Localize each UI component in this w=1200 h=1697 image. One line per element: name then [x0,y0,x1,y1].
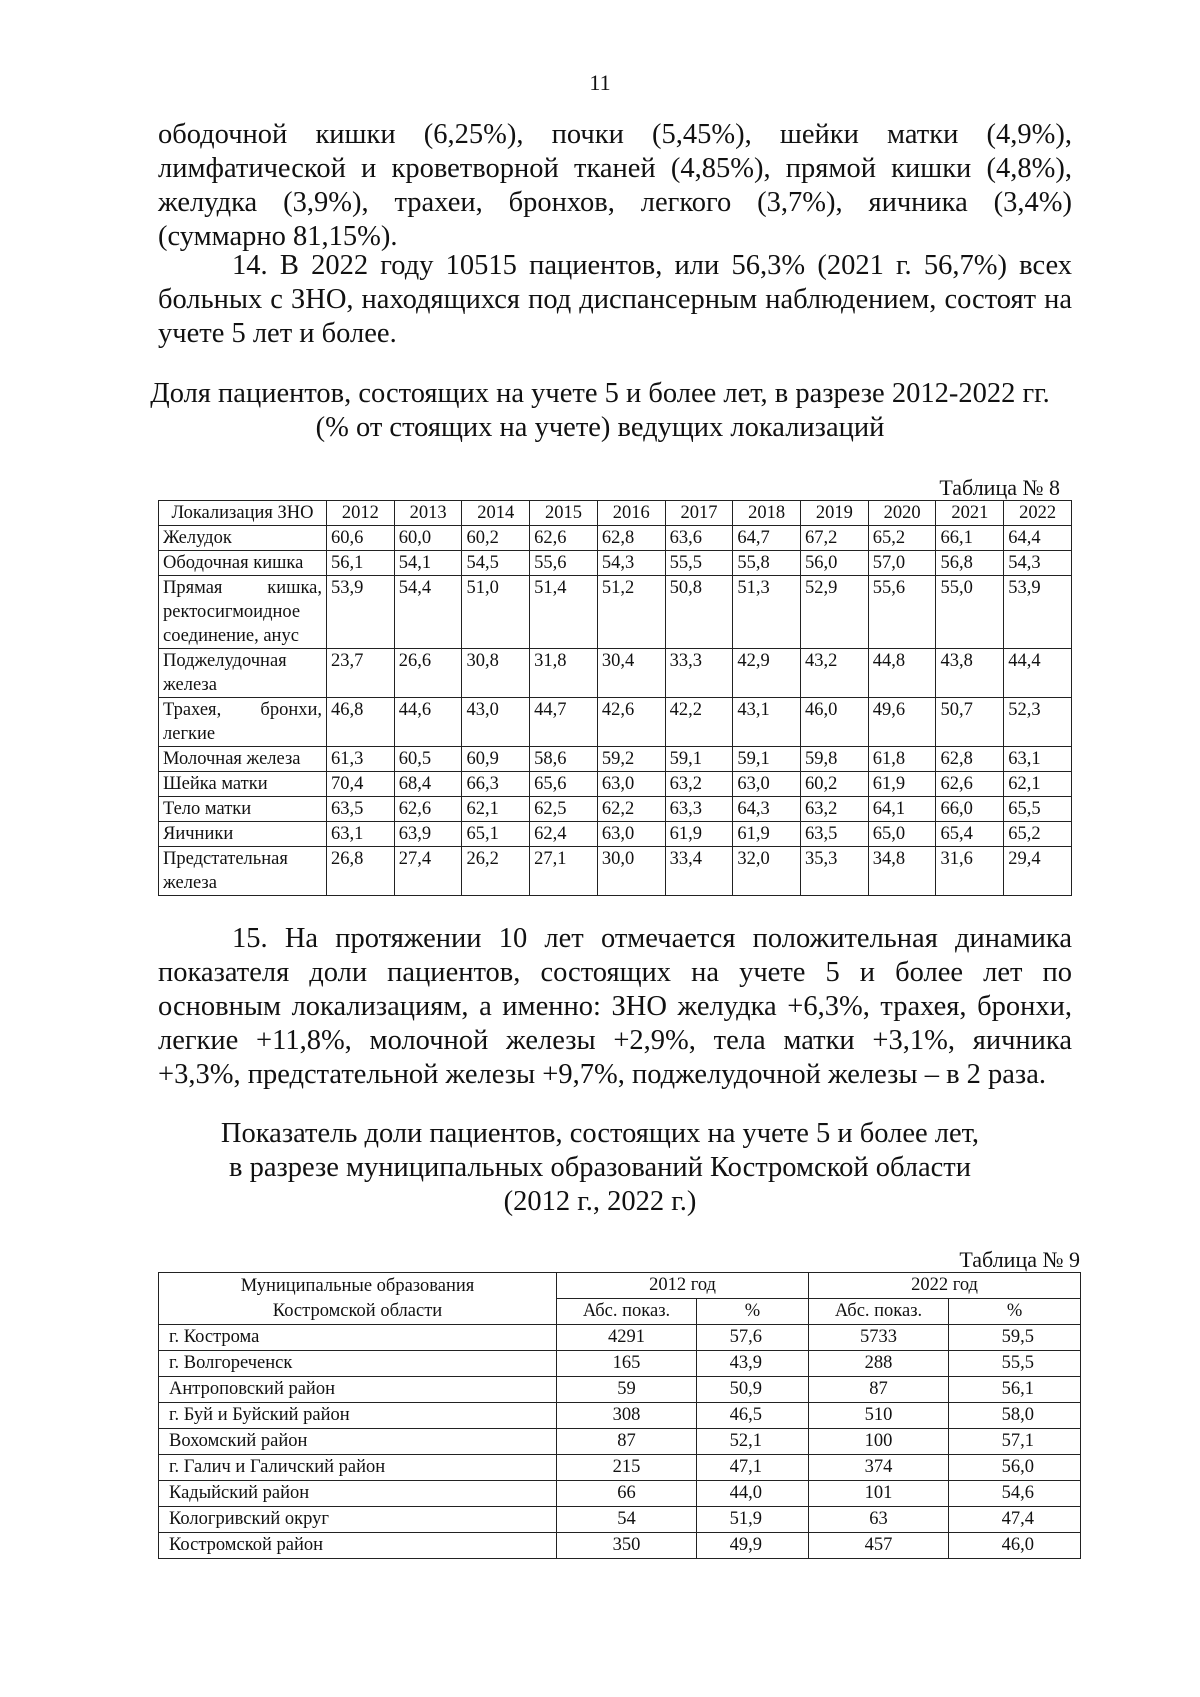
value-cell: 54,3 [597,551,665,576]
pct-2022-cell: 55,5 [949,1351,1081,1377]
value-cell: 42,9 [733,649,801,698]
value-cell: 43,2 [801,649,869,698]
pct-2012-cell: 57,6 [697,1325,809,1351]
table-row [159,847,1072,896]
municipality-cell: г. Буй и Буйский район [159,1403,557,1429]
pct-2022-cell: 56,0 [949,1455,1081,1481]
value-cell: 66,1 [936,526,1004,551]
value-cell: 56,8 [936,551,1004,576]
table-header-row [159,501,1072,526]
pct-2022-cell: 58,0 [949,1403,1081,1429]
municipality-cell: Костромской район [159,1533,557,1559]
pct-2022-cell: 47,4 [949,1507,1081,1533]
municipality-cell: Вохомский район [159,1429,557,1455]
value-cell: 66,0 [936,797,1004,822]
value-cell: 62,8 [936,747,1004,772]
localization-cell: Яичники [159,822,327,847]
value-cell: 63,9 [394,822,462,847]
value-cell: 63,0 [597,822,665,847]
value-cell: 67,2 [801,526,869,551]
localization-cell: Прямая кишка, ректосигмоидное соединение, анус [159,576,327,649]
value-cell: 44,7 [530,698,598,747]
value-cell: 61,8 [868,747,936,772]
value-cell: 62,1 [462,797,530,822]
value-cell: 32,0 [733,847,801,896]
value-cell: 55,8 [733,551,801,576]
value-cell: 56,1 [327,551,395,576]
value-cell: 43,8 [936,649,1004,698]
value-cell: 27,1 [530,847,598,896]
value-cell: 53,9 [1004,576,1072,649]
value-cell: 51,3 [733,576,801,649]
subheader-pct-2022: % [949,1299,1081,1325]
municipality-cell: Антроповский район [159,1377,557,1403]
value-cell: 62,6 [394,797,462,822]
abs-2012-cell: 66 [557,1481,697,1507]
localization-cell: Трахея, бронхи, легкие [159,698,327,747]
table-row [159,1429,1081,1455]
abs-2022-cell: 510 [809,1403,949,1429]
header-year: 2019 [801,501,869,526]
table-row [159,1325,1081,1351]
abs-2012-cell: 4291 [557,1325,697,1351]
header-municipality-line2: Костромской области [272,1300,443,1321]
value-cell: 55,5 [665,551,733,576]
value-cell: 30,4 [597,649,665,698]
pct-2022-cell: 54,6 [949,1481,1081,1507]
value-cell: 63,5 [327,797,395,822]
value-cell: 63,0 [733,772,801,797]
value-cell: 46,8 [327,698,395,747]
value-cell: 55,6 [530,551,598,576]
value-cell: 59,1 [665,747,733,772]
value-cell: 54,4 [394,576,462,649]
table-row [159,1507,1081,1533]
value-cell: 50,8 [665,576,733,649]
value-cell: 63,6 [665,526,733,551]
value-cell: 57,0 [868,551,936,576]
localization-cell: Поджелудочная железа [159,649,327,698]
municipality-cell: г. Кострома [159,1325,557,1351]
caption-line: в разрезе муниципальных образований Костромской области [228,1152,971,1183]
value-cell: 65,5 [1004,797,1072,822]
abs-2012-cell: 165 [557,1351,697,1377]
value-cell: 44,8 [868,649,936,698]
header-year: 2022 [1004,501,1072,526]
table-8-caption [130,377,1070,445]
header-municipality-line1: Муниципальные образования [240,1275,475,1296]
header-year: 2018 [733,501,801,526]
value-cell: 59,2 [597,747,665,772]
municipality-cell: г. Волгореченск [159,1351,557,1377]
value-cell: 30,8 [462,649,530,698]
value-cell: 35,3 [801,847,869,896]
abs-2012-cell: 350 [557,1533,697,1559]
table-row [159,1481,1081,1507]
value-cell: 60,5 [394,747,462,772]
value-cell: 60,0 [394,526,462,551]
table-9-caption [130,1117,1070,1219]
localization-cell: Тело матки [159,797,327,822]
pct-2012-cell: 46,5 [697,1403,809,1429]
header-year: 2013 [394,501,462,526]
value-cell: 62,4 [530,822,598,847]
value-cell: 61,3 [327,747,395,772]
value-cell: 52,9 [801,576,869,649]
value-cell: 55,6 [868,576,936,649]
value-cell: 31,6 [936,847,1004,896]
value-cell: 63,3 [665,797,733,822]
value-cell: 54,3 [1004,551,1072,576]
header-year: 2014 [462,501,530,526]
abs-2012-cell: 308 [557,1403,697,1429]
abs-2022-cell: 288 [809,1351,949,1377]
header-year: 2017 [665,501,733,526]
value-cell: 64,3 [733,797,801,822]
page-number: 11 [589,70,611,95]
value-cell: 63,1 [1004,747,1072,772]
value-cell: 54,5 [462,551,530,576]
pct-2012-cell: 47,1 [697,1455,809,1481]
value-cell: 68,4 [394,772,462,797]
abs-2022-cell: 457 [809,1533,949,1559]
value-cell: 44,6 [394,698,462,747]
value-cell: 62,6 [936,772,1004,797]
abs-2022-cell: 5733 [809,1325,949,1351]
abs-2012-cell: 59 [557,1377,697,1403]
value-cell: 26,8 [327,847,395,896]
value-cell: 65,4 [936,822,1004,847]
value-cell: 29,4 [1004,847,1072,896]
value-cell: 59,1 [733,747,801,772]
pct-2012-cell: 50,9 [697,1377,809,1403]
abs-2022-cell: 87 [809,1377,949,1403]
table-row [159,1455,1081,1481]
value-cell: 65,1 [462,822,530,847]
value-cell: 33,3 [665,649,733,698]
value-cell: 51,2 [597,576,665,649]
value-cell: 34,8 [868,847,936,896]
value-cell: 51,4 [530,576,598,649]
abs-2012-cell: 54 [557,1507,697,1533]
localization-cell: Шейка матки [159,772,327,797]
value-cell: 65,6 [530,772,598,797]
subheader-abs-2022: Абс. показ. [809,1299,949,1325]
header-localization: Локализация ЗНО [159,501,327,526]
table-row [159,1351,1081,1377]
caption-line: Показатель доли пациентов, состоящих на учете 5 и более лет, [220,1118,980,1149]
abs-2022-cell: 63 [809,1507,949,1533]
pct-2022-cell: 59,5 [949,1325,1081,1351]
value-cell: 62,1 [1004,772,1072,797]
header-2022: 2022 год [809,1273,1081,1299]
paragraph-continuation: ободочной кишки (6,25%), почки (5,45%), шейки матки (4,9%), лимфатической и кроветворной тканей (4,85%), прямой кишки (4,8%), желудка (3,9%), трахеи, бронхов, легкого (3,7%), яичника (3,4%) (суммарно 81,15%). [158,119,1072,252]
value-cell: 60,2 [801,772,869,797]
value-cell: 58,6 [530,747,598,772]
value-cell: 63,5 [801,822,869,847]
value-cell: 65,2 [868,526,936,551]
header-2012: 2012 год [557,1273,809,1299]
value-cell: 23,7 [327,649,395,698]
paragraph-15: 15. На протяжении 10 лет отмечается положительная динамика показателя доли пациентов, состоящих на учете 5 и более лет по основным локализациям, а именно: ЗНО желудка +6,3%, трахея, бронхи, легкие +11,8%, молочной железы +2,9%, тела матки +3,1%, яичника +3,3%, предстательной железы +9,7%, поджелудочной железы – в 2 раза. [158,923,1072,1090]
value-cell: 63,0 [597,772,665,797]
table-8 [158,500,1072,896]
subheader-abs-2012: Абс. показ. [557,1299,697,1325]
subheader-pct-2012: % [697,1299,809,1325]
value-cell: 60,9 [462,747,530,772]
table-row [159,526,1072,551]
value-cell: 42,2 [665,698,733,747]
value-cell: 63,2 [801,797,869,822]
table-row [159,698,1072,747]
pct-2022-cell: 56,1 [949,1377,1081,1403]
table-9-label: Таблица № 9 [959,1247,1080,1272]
value-cell: 65,2 [1004,822,1072,847]
value-cell: 55,0 [936,576,1004,649]
pct-2012-cell: 52,1 [697,1429,809,1455]
value-cell: 62,2 [597,797,665,822]
value-cell: 43,0 [462,698,530,747]
value-cell: 64,7 [733,526,801,551]
value-cell: 44,4 [1004,649,1072,698]
caption-line: Доля пациентов, состоящих на учете 5 и более лет, в разрезе 2012-2022 гг. [150,378,1050,409]
municipality-cell: Кологривский округ [159,1507,557,1533]
abs-2012-cell: 215 [557,1455,697,1481]
value-cell: 61,9 [665,822,733,847]
value-cell: 60,2 [462,526,530,551]
value-cell: 63,2 [665,772,733,797]
pct-2012-cell: 49,9 [697,1533,809,1559]
value-cell: 31,8 [530,649,598,698]
pct-2022-cell: 57,1 [949,1429,1081,1455]
value-cell: 59,8 [801,747,869,772]
header-year: 2021 [936,501,1004,526]
table-8-label: Таблица № 8 [939,475,1060,500]
value-cell: 30,0 [597,847,665,896]
value-cell: 33,4 [665,847,733,896]
value-cell: 61,9 [868,772,936,797]
municipality-cell: Кадыйский район [159,1481,557,1507]
header-year: 2012 [327,501,395,526]
value-cell: 62,5 [530,797,598,822]
header-year: 2020 [868,501,936,526]
localization-cell: Желудок [159,526,327,551]
value-cell: 62,8 [597,526,665,551]
value-cell: 66,3 [462,772,530,797]
value-cell: 60,6 [327,526,395,551]
abs-2022-cell: 101 [809,1481,949,1507]
table-header-row [159,1273,1081,1299]
value-cell: 42,6 [597,698,665,747]
table-row [159,576,1072,649]
table-row [159,772,1072,797]
value-cell: 46,0 [801,698,869,747]
table-row [159,797,1072,822]
table-row [159,551,1072,576]
localization-cell: Молочная железа [159,747,327,772]
value-cell: 61,9 [733,822,801,847]
table-row [159,822,1072,847]
value-cell: 62,6 [530,526,598,551]
paragraph-14: 14. В 2022 году 10515 пациентов, или 56,3% (2021 г. 56,7%) всех больных с ЗНО, находящихся под диспансерным наблюдением, состоят на учете 5 лет и более. [158,250,1072,349]
table-row [159,649,1072,698]
value-cell: 51,0 [462,576,530,649]
abs-2022-cell: 100 [809,1429,949,1455]
abs-2022-cell: 374 [809,1455,949,1481]
header-year: 2016 [597,501,665,526]
table-row [159,1377,1081,1403]
value-cell: 65,0 [868,822,936,847]
municipality-cell: г. Галич и Галичский район [159,1455,557,1481]
table-row [159,1533,1081,1559]
pct-2012-cell: 44,0 [697,1481,809,1507]
value-cell: 52,3 [1004,698,1072,747]
value-cell: 49,6 [868,698,936,747]
table-row [159,1403,1081,1429]
value-cell: 27,4 [394,847,462,896]
value-cell: 26,2 [462,847,530,896]
value-cell: 54,1 [394,551,462,576]
value-cell: 26,6 [394,649,462,698]
pct-2012-cell: 51,9 [697,1507,809,1533]
value-cell: 63,1 [327,822,395,847]
caption-line: (% от стоящих на учете) ведущих локализаций [315,412,885,443]
table-row [159,747,1072,772]
value-cell: 50,7 [936,698,1004,747]
table-9 [158,1272,1081,1559]
caption-line: (2012 г., 2022 г.) [503,1186,697,1217]
header-year: 2015 [530,501,598,526]
value-cell: 64,1 [868,797,936,822]
value-cell: 43,1 [733,698,801,747]
value-cell: 64,4 [1004,526,1072,551]
pct-2012-cell: 43,9 [697,1351,809,1377]
pct-2022-cell: 46,0 [949,1533,1081,1559]
localization-cell: Ободочная кишка [159,551,327,576]
localization-cell: Предстательная железа [159,847,327,896]
value-cell: 53,9 [327,576,395,649]
value-cell: 56,0 [801,551,869,576]
value-cell: 70,4 [327,772,395,797]
abs-2012-cell: 87 [557,1429,697,1455]
header-municipality [159,1273,557,1325]
